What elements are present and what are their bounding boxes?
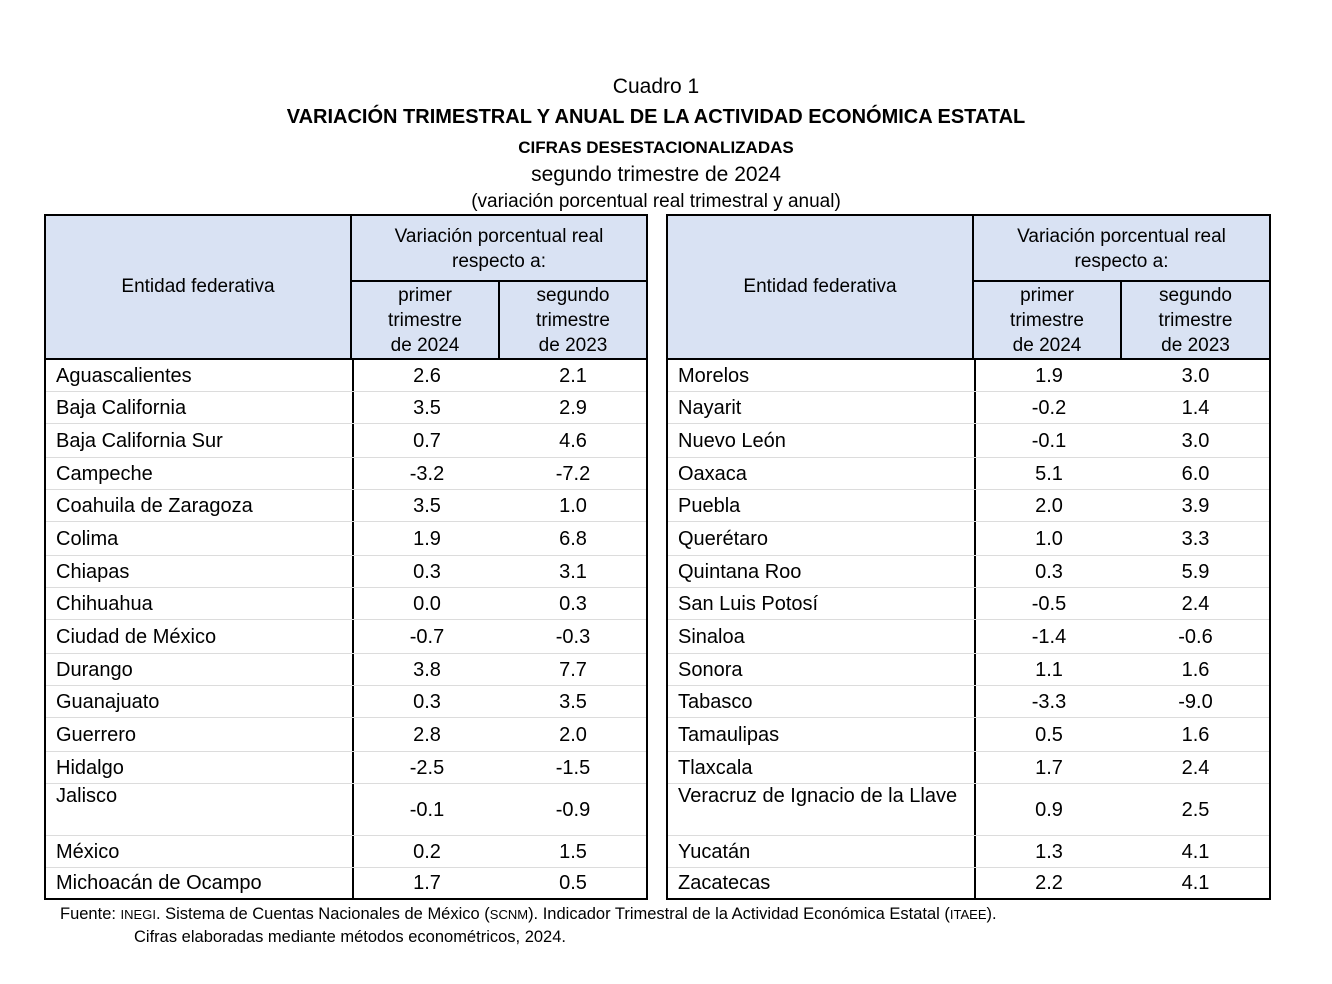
source-note [60,903,997,949]
value-q1-2024: 2.2 [1035,872,1063,894]
state-name: Guanajuato [56,691,160,713]
state-name: Sinaloa [678,626,745,648]
state-name: Jalisco [56,785,118,807]
value-q1-2024: 3.5 [413,397,441,419]
state-name: Tamaulipas [678,724,780,746]
value-q1-2024: 1.9 [413,528,441,550]
value-q1-2024: -0.1 [409,799,445,821]
table-row [46,718,646,752]
value-q1-2024: -0.1 [1031,430,1067,452]
source-line-2: Cifras elaboradas mediante métodos econométricos, 2024. [134,928,566,946]
state-name: Querétaro [678,528,769,550]
header-col1-line: primer [1020,285,1074,306]
header-variation [974,216,1269,282]
state-name: Campeche [56,463,153,485]
value-q2-2023: 1.5 [559,841,587,863]
state-name: Yucatán [678,841,751,863]
header-col-q2-2023 [1122,282,1269,359]
table-row [668,522,1269,556]
value-q1-2024: 1.7 [413,872,441,894]
header-col2-line: trimestre [1158,310,1233,331]
table-header [46,216,646,360]
table-row [46,654,646,686]
header-col-q2-2023 [500,282,646,359]
state-name: Tabasco [678,691,753,713]
header-entity [46,216,352,358]
state-name: Veracruz de Ignacio de la Llave [678,785,958,807]
value-q1-2024: 0.7 [413,430,441,452]
value-q2-2023: 3.5 [559,691,587,713]
value-q1-2024: 0.5 [1035,724,1063,746]
value-q1-2024: -2.5 [409,757,445,779]
header-col1-line: primer [398,285,452,306]
state-name: Nayarit [678,397,742,419]
value-q1-2024: 1.3 [1035,841,1063,863]
table-row [668,686,1269,718]
table-row [668,784,1269,836]
value-q2-2023: 3.1 [559,561,587,583]
header-col-q1-2024 [974,282,1122,358]
value-q2-2023: 7.7 [559,659,587,681]
value-q2-2023: 0.3 [559,593,587,615]
table-body [46,360,646,898]
source-scnm: SCNM [489,907,529,922]
value-q2-2023: -0.9 [555,799,591,821]
header-variation [352,216,646,282]
header-col2-line: de 2023 [538,335,608,356]
table-left [44,214,648,900]
value-q2-2023: -7.2 [555,463,591,485]
state-name: Coahuila de Zaragoza [56,495,253,517]
header-col-q1-2024 [352,282,500,358]
state-name: Michoacán de Ocampo [56,872,262,894]
state-name: Nuevo León [678,430,786,452]
state-name: Sonora [678,659,743,681]
table-row [46,424,646,458]
state-name: México [56,841,120,863]
header-col2-line: trimestre [536,310,610,331]
table-row [668,836,1269,868]
header-col2-line: de 2023 [1161,335,1230,356]
table-number: Cuadro 1 [612,75,700,98]
table-body [668,360,1269,898]
header-entity [668,216,974,358]
value-q1-2024: 2.0 [1035,495,1063,517]
state-name: Baja California [56,397,187,419]
table-row [46,522,646,556]
header-col1-line: de 2024 [1012,335,1082,356]
value-q2-2023: 0.5 [559,872,587,894]
value-q2-2023: 3.0 [1181,430,1210,452]
value-q2-2023: 2.1 [559,365,587,387]
source-text: ). Indicador Trimestral de la Actividad Económica Estatal ( [528,905,950,923]
table-row [46,490,646,522]
value-q1-2024: 3.5 [413,495,441,517]
value-q2-2023: 1.4 [1181,397,1210,419]
table-header [668,216,1269,360]
value-q2-2023: 2.4 [1181,593,1210,615]
table-row [668,392,1269,424]
table-row [46,556,646,588]
table-row [46,752,646,784]
header-variation-line1: Variación porcentual real [1017,226,1226,247]
table-row [668,752,1269,784]
value-q2-2023: 4.1 [1181,872,1210,894]
source-text: . Sistema de Cuentas Nacionales de México ( [155,905,490,923]
value-q1-2024: 2.6 [413,365,441,387]
value-q1-2024: 1.0 [1035,528,1063,550]
state-name: Puebla [678,495,741,517]
value-q2-2023: 1.6 [1181,659,1210,681]
source-label: Fuente: [60,905,121,923]
header-entity-label: Entidad federativa [121,276,275,297]
value-q1-2024: -0.5 [1031,593,1067,615]
value-q1-2024: 0.0 [413,593,441,615]
value-q2-2023: 2.5 [1181,799,1210,821]
value-q2-2023: 3.9 [1181,495,1210,517]
header-col1-line: trimestre [388,310,462,331]
state-name: Baja California Sur [56,430,223,452]
value-q2-2023: -1.5 [555,757,591,779]
value-q1-2024: 0.9 [1035,799,1063,821]
header-variation-line2: respecto a: [452,251,546,272]
table-title: VARIACIÓN TRIMESTRAL Y ANUAL DE LA ACTIVIDAD ECONÓMICA ESTATAL [286,106,1026,128]
header-col1-line: trimestre [1010,310,1084,331]
header-col2-line: segundo [1159,285,1232,306]
table-period: segundo trimestre de 2024 [531,163,781,186]
table-row [46,836,646,868]
value-q2-2023: 1.0 [559,495,587,517]
value-q1-2024: 1.7 [1035,757,1063,779]
value-q2-2023: -0.6 [1178,626,1213,648]
value-q2-2023: 2.0 [559,724,587,746]
value-q1-2024: 0.3 [1035,561,1063,583]
table-row [668,424,1269,458]
table-right [666,214,1271,900]
state-name: Hidalgo [56,757,124,779]
state-name: Guerrero [56,724,137,746]
state-name: Aguascalientes [56,365,192,387]
table-row [668,458,1269,490]
source-text: ). [986,905,997,923]
table-row [46,392,646,424]
table-row [46,686,646,718]
table-row [668,588,1269,620]
header-col1-line: de 2024 [390,335,460,356]
value-q1-2024: -0.7 [409,626,445,648]
source-itaee: ITAEE [949,907,987,922]
table-row [46,458,646,490]
table-row [46,620,646,654]
value-q1-2024: -0.2 [1031,397,1067,419]
state-name: Morelos [678,365,750,387]
value-q2-2023: -0.3 [555,626,591,648]
value-q2-2023: 3.3 [1181,528,1210,550]
header-variation-line1: Variación porcentual real [394,226,604,247]
state-name: Oaxaca [678,463,747,485]
state-name: Durango [56,659,133,681]
header-variation-line2: respecto a: [1074,251,1169,272]
value-q1-2024: -3.2 [409,463,445,485]
value-q2-2023: 1.6 [1181,724,1210,746]
table-row [46,784,646,836]
value-q1-2024: 0.3 [413,561,441,583]
table-row [668,718,1269,752]
value-q2-2023: 2.9 [559,397,587,419]
value-q2-2023: 5.9 [1181,561,1210,583]
header-entity-label: Entidad federativa [743,276,897,297]
state-name: Chihuahua [56,593,153,615]
table-row [46,588,646,620]
state-name: Ciudad de México [56,626,217,648]
value-q2-2023: 6.8 [559,528,587,550]
value-q2-2023: 6.0 [1181,463,1210,485]
value-q1-2024: 0.2 [413,841,441,863]
table-row [668,556,1269,588]
table-row [668,868,1269,898]
state-name: Tlaxcala [678,757,753,779]
value-q1-2024: 5.1 [1035,463,1063,485]
value-q2-2023: 3.0 [1181,365,1210,387]
table-row [46,360,646,392]
table-row [46,868,646,898]
value-q2-2023: 4.1 [1181,841,1210,863]
table-row [668,360,1269,392]
state-name: San Luis Potosí [678,593,819,615]
value-q2-2023: 4.6 [559,430,587,452]
table-row [668,620,1269,654]
state-name: Quintana Roo [678,561,802,583]
source-inegi: INEGI [120,907,156,922]
state-name: Colima [56,528,119,550]
table-row [668,654,1269,686]
table-subtitle: CIFRAS DESESTACIONALIZADAS [518,138,794,157]
value-q1-2024: -3.3 [1031,691,1067,713]
table-note: (variación porcentual real trimestral y anual) [471,191,841,212]
value-q2-2023: 2.4 [1181,757,1210,779]
state-name: Chiapas [56,561,130,583]
source-line-1 [60,903,997,926]
value-q1-2024: 0.3 [413,691,441,713]
value-q1-2024: 3.8 [413,659,441,681]
value-q1-2024: 1.9 [1035,365,1063,387]
value-q2-2023: -9.0 [1178,691,1213,713]
value-q1-2024: 1.1 [1035,659,1063,681]
value-q1-2024: 2.8 [413,724,441,746]
state-name: Zacatecas [678,872,771,894]
value-q1-2024: -1.4 [1031,626,1067,648]
header-col2-line: segundo [536,285,610,306]
table-row [668,490,1269,522]
